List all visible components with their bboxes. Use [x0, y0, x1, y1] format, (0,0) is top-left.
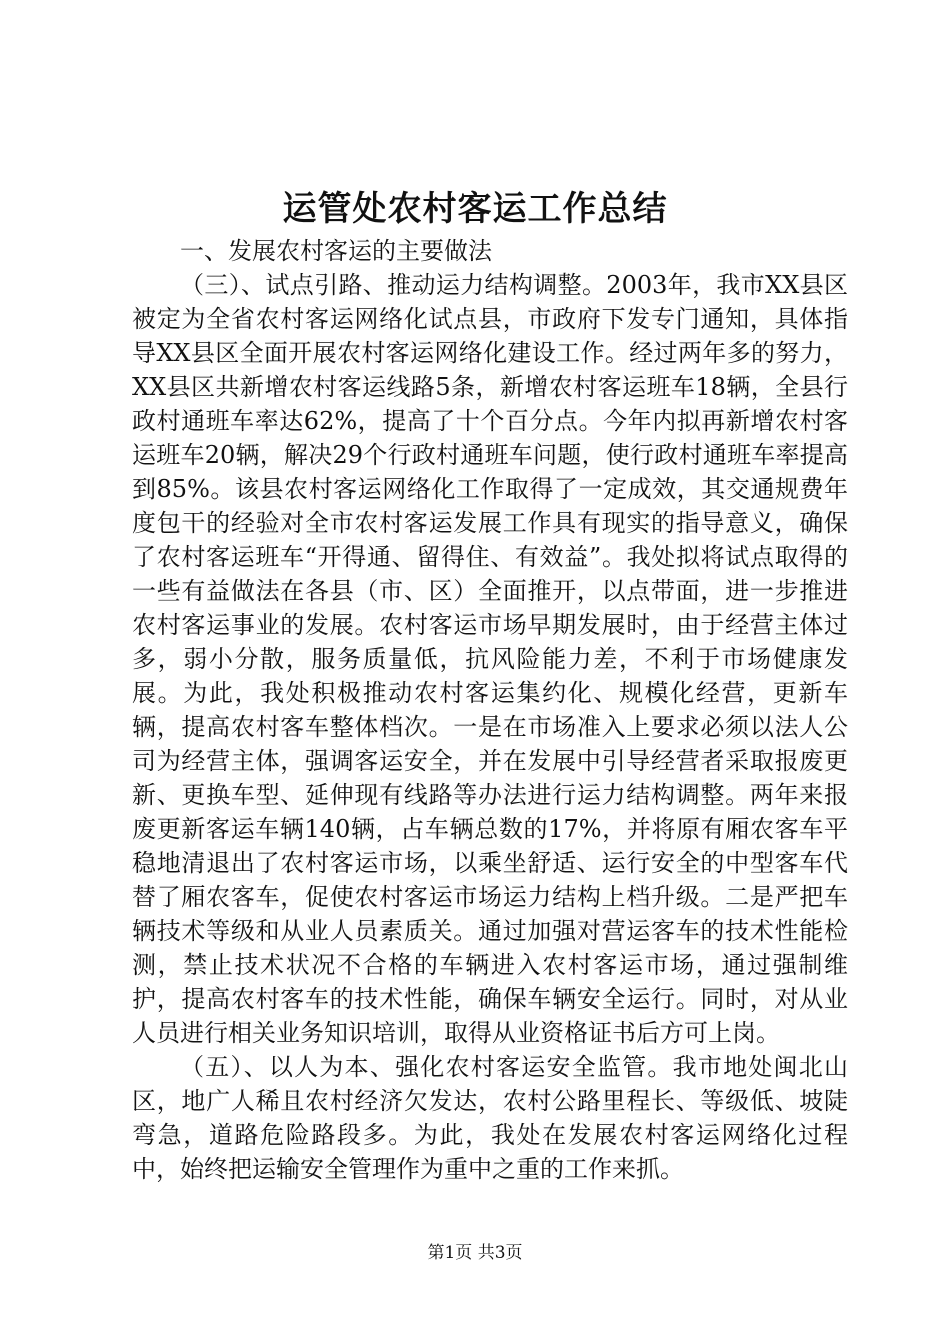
- paragraph-pilot: （三）、试点引路、推动运力结构调整。2003年，我市XX县区被定为全省农村客运网络化试点县，市政府下发专门通知，具体指导XX县区全面开展农村客运网络化建设工作。经过两年多的努力，XX县区共新增农村客运线路5条，新增农村客运班车18辆，全县行政村通班车率达62%，提高了十个百分点。今年内拟再新增农村客运班车20辆，解决29个行政村通班车问题，使行政村通班车率提高到85%。该县农村客运网络化工作取得了一定成效，其交通规费年度包干的经验对全市农村客运发展工作具有现实的指导意义，确保了农村客运班车“开得通、留得住、有效益”。我处拟将试点取得的一些有益做法在各县（市、区）全面推开，以点带面，进一步推进农村客运事业的发展。农村客运市场早期发展时，由于经营主体过多，弱小分散，服务质量低，抗风险能力差，不利于市场健康发展。为此，我处积极推动农村客运集约化、规模化经营，更新车辆，提高农村客车整体档次。一是在市场准入上要求必须以法人公司为经营主体，强调客运安全，并在发展中引导经营者采取报废更新、更换车型、延伸现有线路等办法进行运力结构调整。两年来报废更新客运车辆140辆，占车辆总数的17%，并将原有厢农客车平稳地清退出了农村客运市场，以乘坐舒适、运行安全的中型客车代替了厢农客车，促使农村客运市场运力结构上档升级。二是严把车辆技术等级和从业人员素质关。通过加强对营运客车的技术性能检测，禁止技术状况不合格的车辆进入农村客运市场，通过强制维护，提高农村客车的技术性能，确保车辆安全运行。同时，对从业人员进行相关业务知识培训，取得从业资格证书后方可上岗。: [132, 271, 848, 1047]
- document-body: [132, 234, 848, 1186]
- document-title: 运管处农村客运工作总结: [282, 189, 668, 229]
- paragraph-safety: （五）、以人为本、强化农村客运安全监管。我市地处闽北山区，地广人稀且农村经济欠发达，农村公路里程长、等级低、坡陡弯急，道路危险路段多。为此，我处在发展农村客运网络化过程中，始终把运输安全管理作为重中之重的工作来抓。: [132, 1053, 848, 1183]
- page-number: 第1页 共3页: [427, 1243, 523, 1263]
- section-heading: 一、发展农村客运的主要做法: [180, 237, 492, 265]
